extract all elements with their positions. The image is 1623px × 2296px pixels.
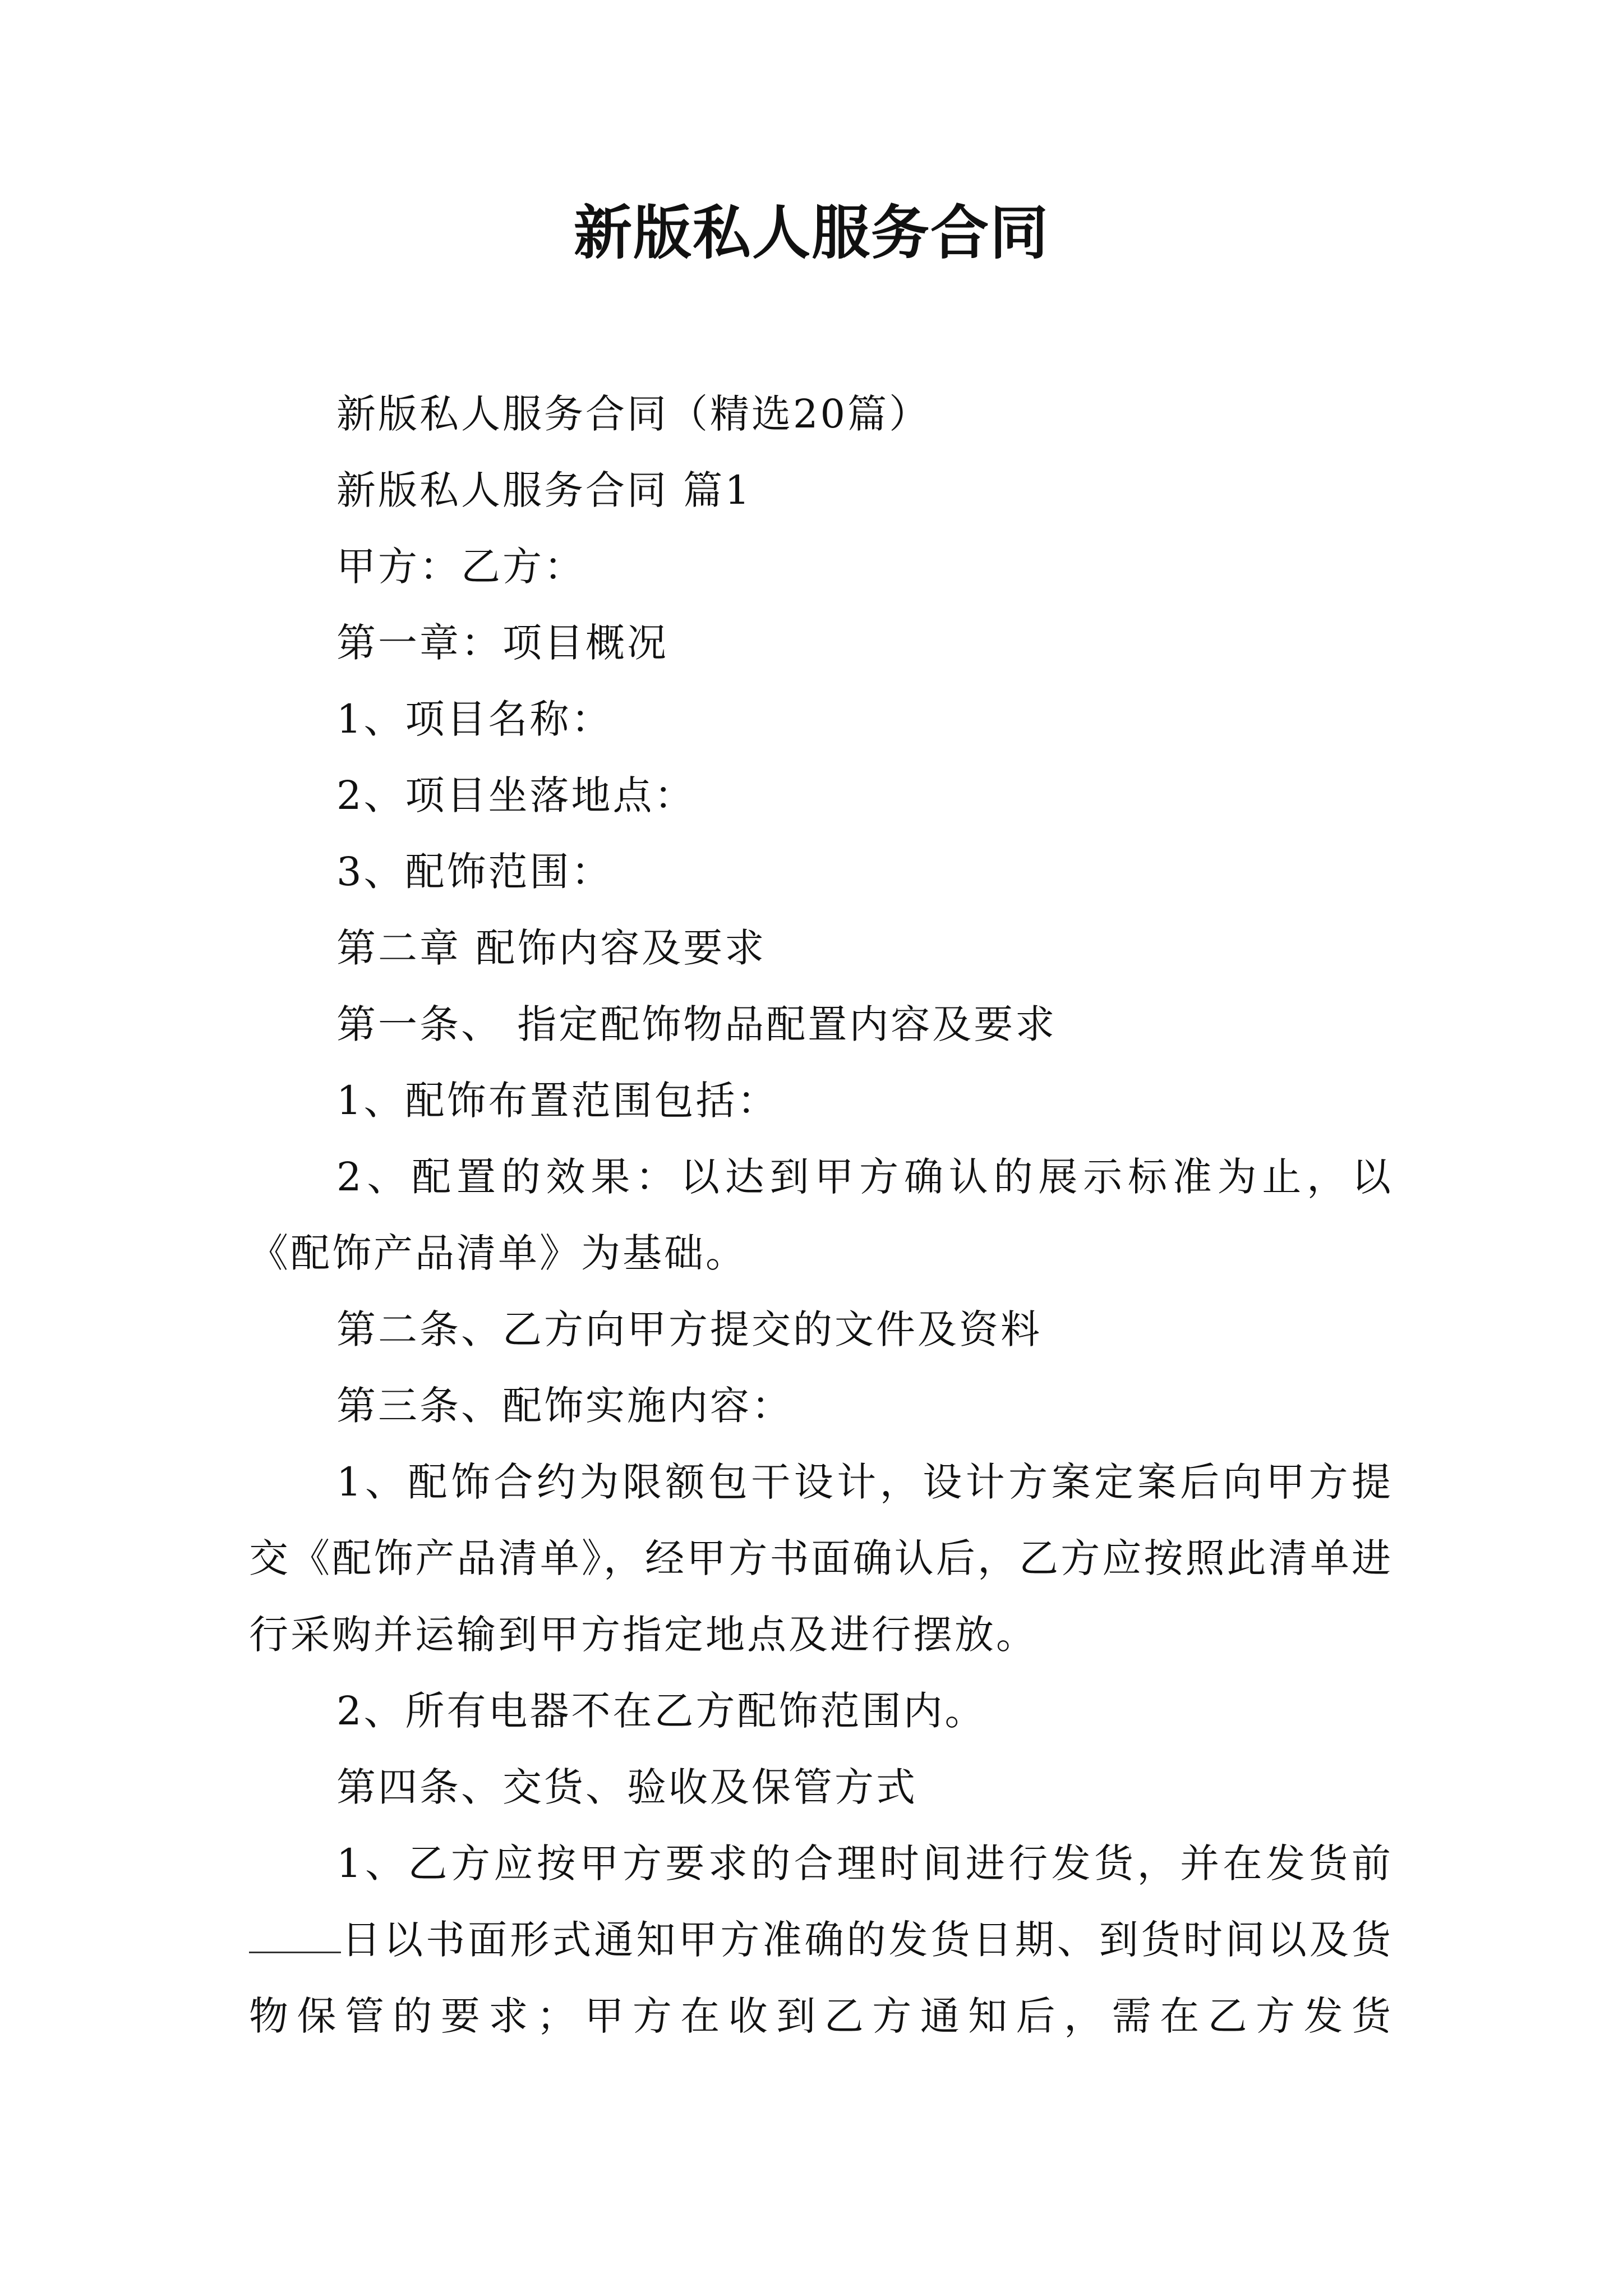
list-item: 3、配饰范围： <box>336 849 613 895</box>
list-item: 1、项目名称： <box>336 696 613 742</box>
document-subtitle: 新版私人服务合同（精选20篇） <box>336 391 931 437</box>
clause-heading: 第一条、 指定配饰物品配置内容及要求 <box>336 1001 1057 1047</box>
list-item: 2、项目坐落地点： <box>336 772 696 818</box>
list-item: 2、配置的效果：以达到甲方确认的展示标准为止，以《配饰产品清单》为基础。 <box>249 1154 1393 1276</box>
paragraph-text: 1、乙方应按甲方要求的合理时间进行发货，并在发货前 <box>336 1841 1393 1887</box>
document-body <box>249 376 1393 2054</box>
fill-in-blank <box>249 1912 341 1953</box>
clause-heading: 第二条、乙方向甲方提交的文件及资料 <box>336 1306 1042 1352</box>
clause-heading: 第三条、配饰实施内容： <box>336 1383 793 1429</box>
parties-line: 甲方：乙方： <box>336 544 585 590</box>
list-item <box>249 1825 1393 2054</box>
list-item: 1、配饰布置范围包括： <box>336 1078 779 1124</box>
list-item: 2、所有电器不在乙方配饰范围内。 <box>336 1688 986 1734</box>
list-item: 1、配饰合约为限额包干设计，设计方案定案后向甲方提交《配饰产品清单》，经甲方书面确认后，乙方应按照此清单进行采购并运输到甲方指定地点及进行摆放。 <box>249 1459 1393 1658</box>
chapter-heading: 第二章 配饰内容及要求 <box>336 925 767 971</box>
document-title: 新版私人服务合同 <box>573 198 1049 267</box>
article-heading: 新版私人服务合同 篇1 <box>336 467 752 513</box>
chapter-heading: 第一章：项目概况 <box>336 620 668 666</box>
paragraph-text: 日以书面形式通知甲方准确的发货日期、到货时间以及货物保管的要求；甲方在收到乙方通知后，需在乙方发货 <box>249 1917 1393 2039</box>
clause-heading: 第四条、交货、验收及保管方式 <box>336 1764 917 1810</box>
